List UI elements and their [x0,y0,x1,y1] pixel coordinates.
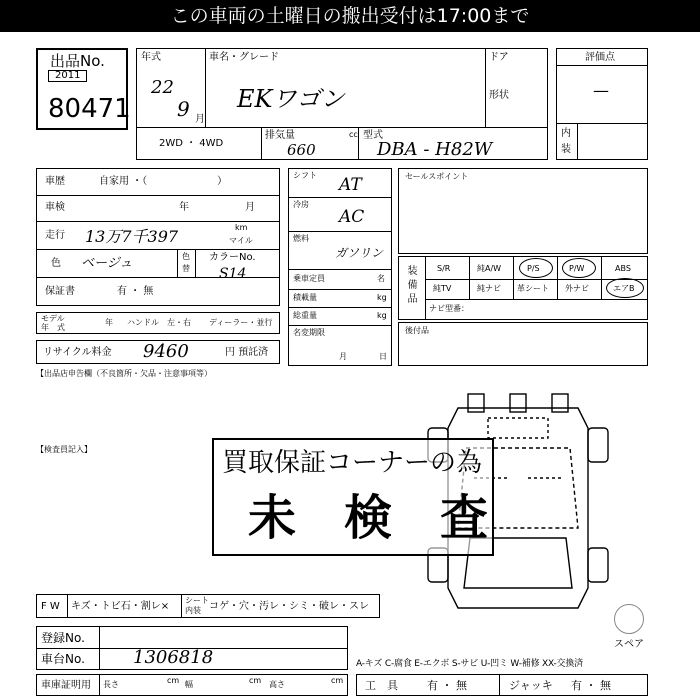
month-value: 9 [177,97,190,121]
equip-item: 革シート [517,284,549,293]
inspection-label: 車検 [45,202,65,213]
width-label: 幅 [185,680,193,689]
rating-box [556,48,648,160]
equip-item: 外ナビ [565,284,589,293]
record-options: 自家用 ・（ ） [99,176,228,187]
equip-item: 純A/W [477,264,502,273]
color-value: ベージュ [81,256,133,271]
model-year-row [36,312,280,334]
inspection-stamp [212,438,494,556]
displacement-value: 660 [287,141,316,159]
recycle-unit: 円 預託済 [225,347,269,358]
record-label: 車歴 [45,176,65,187]
year-stamp: 2011 [48,70,87,82]
model-label: 型式 [363,130,383,141]
interior-label-1: 内 [561,128,571,139]
lot-number-box [36,48,131,130]
chassis-label: 車台No. [41,652,85,666]
tools-label: 工 具 [365,679,398,692]
reg-label: 登録No. [41,631,85,645]
cm-unit: cm [167,676,180,685]
recycle-row [36,340,280,364]
color-label: 色 [51,258,61,269]
model-year-label-1: モデル [41,314,65,323]
displacement-label: 排気量 [265,130,295,141]
weight-unit: kg [377,311,387,320]
drive-label: 2WD ・ 4WD [159,138,224,149]
weight-label: 総重量 [293,311,317,320]
color-change-2: 替 [182,264,190,273]
length-label: 長さ [103,680,119,689]
interior-label-2: 装 [561,144,571,155]
year-value: 22 [151,77,174,98]
displacement-unit: cc [349,130,358,139]
sales-point-label: セールスポイント [405,172,469,181]
name-value: EKワゴン [237,85,345,113]
warranty-options: 有 ・ 無 [117,286,154,297]
equip-item: P/W [569,264,585,273]
capacity-unit: 名 [377,274,385,283]
after-parts-box [398,322,648,366]
lot-label: 出品No. [50,52,105,70]
vehicle-info-box [136,48,548,160]
saturday-pickup-banner: この車両の土曜日の搬出受付は17:00まで [0,0,700,32]
equipment-label: 装備品 [405,265,416,307]
recycle-label: リサイクル料金 [43,347,112,358]
tools-jack-row [356,674,648,696]
spare-label: スペア [614,639,644,650]
color-no-label: カラーNo. [209,252,256,263]
ac-value: AC [339,207,365,227]
shape-label: 形状 [489,90,509,101]
color-no-value: S14 [219,266,247,282]
dealer-label: ディーラー・並行 [209,318,273,327]
fuel-value: ガソリン [335,246,384,260]
cert-day: 日 [379,352,387,361]
warranty-label: 保証書 [45,286,75,297]
model-year-unit: 年 [105,318,113,327]
capacity-label: 乗車定員 [293,274,325,283]
inspection-year: 年 [179,202,189,213]
airbag-circle-mark [606,278,644,298]
fuel-label: 燃料 [293,234,309,243]
sales-point-box [398,168,648,254]
garage-cert-row [36,674,348,696]
color-change-1: 色 [182,252,190,261]
lot-number: 80471 [48,94,131,124]
equip-item: 純TV [433,284,452,293]
fw-text: キズ・トビ石・割レ× [71,601,170,612]
handle-label: ハンドル 左・右 [127,318,191,327]
ps-circle-mark [519,258,553,278]
shift-value: AT [339,175,362,195]
inspector-remarks-label: 【検査員記入】 [36,445,92,454]
equip-item: 純ナビ [477,284,501,293]
height-label: 高さ [269,680,285,689]
specs-box [288,168,392,366]
load-label: 積載量 [293,293,317,302]
equip-item: エアB [613,284,635,293]
mileage-km: km [235,223,248,232]
tools-options: 有 ・ 無 [427,679,467,692]
cert-label: 名変期限 [293,328,325,337]
inspection-month: 月 [245,202,255,213]
spare-tire-icon [614,604,644,634]
name-label: 車名・グレード [209,52,279,63]
pw-circle-mark [562,258,596,278]
mileage-label: 走行 [45,230,65,241]
month-unit: 月 [195,114,205,125]
model-value: DBA - H82W [377,139,493,160]
ac-label: 冷房 [293,200,309,209]
seller-remarks-label: 【出品店申告欄（不良箇所・欠品・注意事項等） [36,369,212,378]
stamp-line2: 未 検 査 [248,490,489,546]
seat-text: コゲ・穴・汚レ・シミ・破レ・スレ [209,601,369,612]
fw-label: F W [41,601,60,612]
rating-value: — [593,81,609,100]
after-label: 後付品 [405,326,429,335]
year-label: 年式 [141,52,161,63]
shift-label: シフト [293,171,317,180]
fw-row [36,594,380,618]
model-year-label-2: 年 式 [41,323,65,332]
equipment-box [398,256,648,320]
history-box [36,168,280,306]
equip-item: P/S [527,264,540,273]
jack-options: 有 ・ 無 [571,679,611,692]
garage-cert-label: 車庫証明用 [41,680,91,691]
jack-label: ジャッキ [509,679,553,692]
nav-label: ナビ型番： [429,304,469,313]
equip-item: ABS [615,264,631,273]
recycle-value: 9460 [143,341,189,362]
mileage-mile: マイル [229,236,253,245]
cm-unit: cm [249,676,262,685]
equip-item: S/R [437,264,451,273]
damage-legend: A-キズ C-腐食 E-エクボ S-サビ U-凹ミ W-補修 XX-交換済 [356,659,583,669]
seat-label-1: シート [185,596,209,605]
load-unit: kg [377,293,387,302]
door-label: ドア [489,52,509,63]
rating-label: 評価点 [585,52,615,63]
mileage-value: 13万7千397 [85,227,179,246]
stamp-line1: 買取保証コーナーの為 [222,448,483,478]
registration-box [36,626,348,670]
seat-label-2: 内装 [185,606,201,615]
chassis-value: 1306818 [133,647,214,668]
cert-month: 月 [339,352,347,361]
cm-unit: cm [331,676,344,685]
